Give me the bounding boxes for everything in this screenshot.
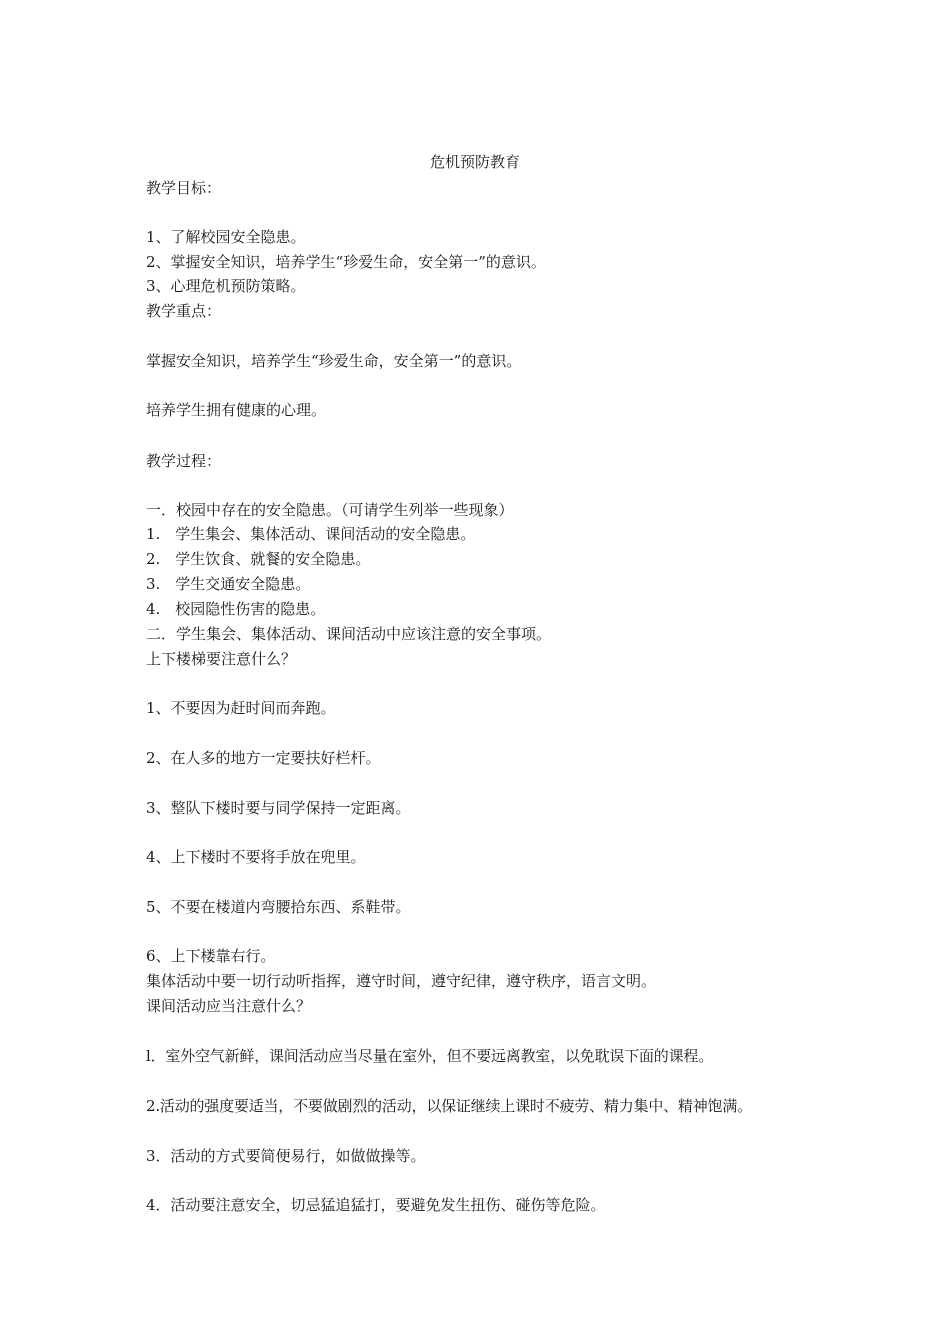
goal-item-3: 3、心理危机预防策略。: [146, 277, 306, 295]
heading-teaching-goals: 教学目标：: [146, 179, 222, 197]
stairs-rule-2: 2、在人多的地方一定要扶好栏杆。: [146, 749, 381, 767]
section-one-heading: 一．校园中存在的安全隐患。（可请学生列举一些现象）: [146, 501, 514, 519]
heading-teaching-process: 教学过程：: [146, 452, 222, 470]
heading-teaching-focus: 教学重点：: [146, 302, 222, 320]
hazard-item-3: 3. 学生交通安全隐患。: [146, 575, 311, 593]
break-activity-rule-1: l．室外空气新鲜，课间活动应当尽量在室外，但不要远离教室，以免耽误下面的课程。: [146, 1047, 714, 1065]
goal-item-2: 2、掌握安全知识，培养学生“珍爱生命，安全第一”的意识。: [146, 253, 546, 271]
hazard-item-2: 2. 学生饮食、就餐的安全隐患。: [146, 550, 371, 568]
stairs-rule-5: 5、不要在楼道内弯腰拾东西、系鞋带。: [146, 898, 411, 916]
goal-item-1: 1、了解校园安全隐患。: [146, 228, 306, 246]
hazard-item-4: 4. 校园隐性伤害的隐患。: [146, 600, 326, 618]
section-two-heading: 二．学生集会、集体活动、课间活动中应该注意的安全事项。: [146, 625, 552, 643]
break-activity-question: 课间活动应当注意什么？: [146, 997, 312, 1015]
hazard-item-1: 1. 学生集会、集体活动、课间活动的安全隐患。: [146, 525, 476, 543]
stairs-rule-4: 4、上下楼时不要将手放在兜里。: [146, 848, 366, 866]
document-title: 危机预防教育: [429, 153, 520, 171]
focus-paragraph-1: 掌握安全知识，培养学生“珍爱生命，安全第一”的意识。: [146, 352, 522, 370]
stairs-rule-3: 3、整队下楼时要与同学保持一定距离。: [146, 799, 411, 817]
stairs-question: 上下楼梯要注意什么？: [146, 650, 297, 668]
break-activity-rule-2: 2.活动的强度要适当，不要做剧烈的活动，以保证继续上课时不疲劳、精力集中、精神饱满。: [146, 1097, 752, 1115]
group-activity-paragraph: 集体活动中要一切行动听指挥，遵守时间，遵守纪律，遵守秩序，语言文明。: [146, 972, 657, 990]
focus-paragraph-2: 培养学生拥有健康的心理。: [146, 401, 327, 419]
stairs-rule-6: 6、上下楼靠右行。: [146, 947, 276, 965]
stairs-rule-1: 1、不要因为赶时间而奔跑。: [146, 699, 336, 717]
break-activity-rule-4: 4．活动要注意安全，切忌猛追猛打，要避免发生扭伤、碰伤等危险。: [146, 1196, 606, 1214]
break-activity-rule-3: 3．活动的方式要简便易行，如做做操等。: [146, 1147, 426, 1165]
